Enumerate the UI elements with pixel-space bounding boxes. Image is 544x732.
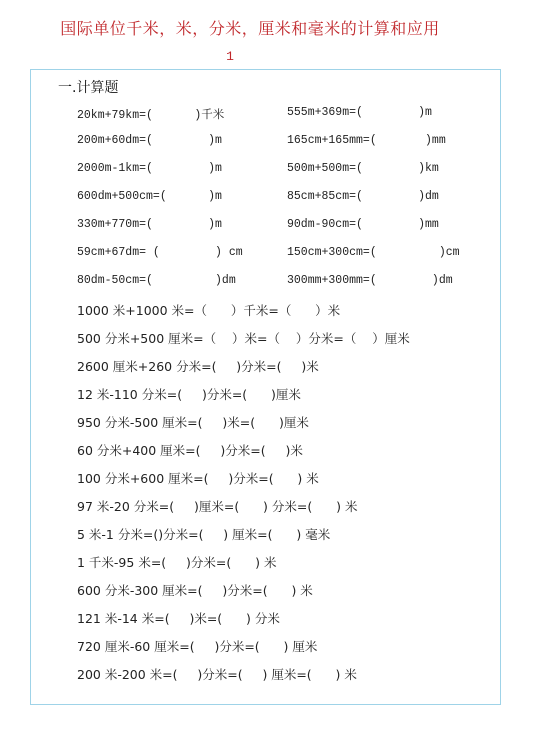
exercise-right: 555m+369m=( )m — [287, 106, 432, 119]
section-heading: 一.计算题 — [58, 80, 119, 96]
exercise-left: 2000m-1km=( )m — [77, 162, 222, 175]
exercise-row: 200 米-200 米=( )分米=( ) 厘米=( ) 米 — [77, 667, 357, 682]
exercise-row: 12 米-110 分米=( )分米=( )厘米 — [77, 387, 301, 402]
exercise-right: 300mm+300mm=( )dm — [287, 274, 453, 287]
exercise-row: 600 分米-300 厘米=( )分米=( ) 米 — [77, 583, 313, 598]
exercise-left: 59cm+67dm= ( ) cm — [77, 246, 243, 259]
exercise-row: 950 分米-500 厘米=( )米=( )厘米 — [77, 415, 309, 430]
exercise-row: 100 分米+600 厘米=( )分米=( ) 米 — [77, 471, 319, 486]
exercise-left: 330m+770m=( )m — [77, 218, 222, 231]
exercise-row: 720 厘米-60 厘米=( )分米=( ) 厘米 — [77, 639, 318, 654]
page-number: 1 — [226, 49, 234, 64]
exercise-row: 500 分米+500 厘米=（ ）米=（ ）分米=（ ）厘米 — [77, 331, 410, 346]
exercise-right: 85cm+85cm=( )dm — [287, 190, 439, 203]
exercise-left: 200m+60dm=( )m — [77, 134, 222, 147]
exercise-right: 150cm+300cm=( )cm — [287, 246, 460, 259]
exercise-row: 2600 厘米+260 分米=( )分米=( )米 — [77, 359, 319, 374]
exercise-row: 5 米-1 分米=()分米=( ) 厘米=( ) 毫米 — [77, 527, 331, 542]
exercise-right: 165cm+165mm=( )mm — [287, 134, 446, 147]
exercise-left: 80dm-50cm=( )dm — [77, 274, 236, 287]
exercise-row: 1 千米-95 米=( )分米=( ) 米 — [77, 555, 277, 570]
exercise-left: 600dm+500cm=( )m — [77, 190, 222, 203]
exercise-left: 20km+79km=( )千米 — [77, 109, 225, 122]
exercise-row: 97 米-20 分米=( )厘米=( ) 分米=( ) 米 — [77, 499, 358, 514]
exercise-row: 1000 米+1000 米=（ ）千米=（ ）米 — [77, 303, 341, 318]
exercise-row: 60 分米+400 厘米=( )分米=( )米 — [77, 443, 303, 458]
exercise-right: 500m+500m=( )km — [287, 162, 439, 175]
exercise-right: 90dm-90cm=( )mm — [287, 218, 439, 231]
page-title: 国际单位千米，米，分米，厘米和毫米的计算和应用 — [60, 19, 440, 38]
exercise-row: 121 米-14 米=( )米=( ) 分米 — [77, 611, 280, 626]
